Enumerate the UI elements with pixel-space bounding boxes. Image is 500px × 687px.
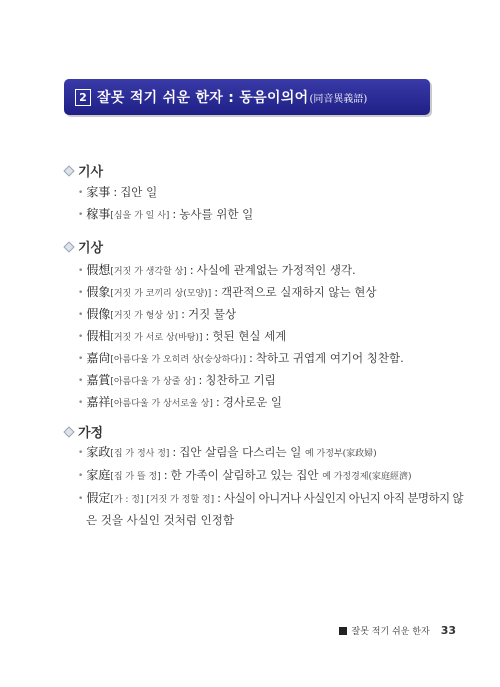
entry-gloss: [아름다울 가 상줄 상]	[110, 377, 196, 387]
group-title: 가정	[78, 425, 104, 441]
entry-meaning: 거짓 물상	[187, 307, 237, 321]
dot-bullet-icon: •	[78, 210, 84, 220]
entry-hanja: 嘉賞	[86, 373, 111, 387]
dot-bullet-icon: •	[78, 494, 84, 504]
section-title-hanja: (同音異義語)	[309, 93, 368, 105]
word-entry: • 假像[거짓 가 형상 상] : 거짓 물상	[78, 307, 237, 321]
entry-hanja: 假相	[86, 329, 111, 343]
entry-gloss: [심을 가 일 사]	[110, 211, 170, 221]
section-title: 잘못 적기 쉬운 한자 : 동음이의어	[97, 90, 309, 106]
entry-hanja: 嘉尙	[86, 351, 111, 365]
entry-meaning: 헛된 현실 세계	[212, 329, 287, 343]
word-entry: • 稼事[심을 가 일 사] : 농사를 위한 일	[78, 207, 254, 221]
entry-meaning: 집안 일	[120, 185, 158, 199]
square-marker-icon	[339, 627, 347, 635]
entry-hanja: 假象	[86, 285, 111, 299]
dot-bullet-icon: •	[78, 398, 84, 408]
entry-meaning: 객관적으로 실재하지 않는 현상	[221, 285, 377, 299]
group-gisa	[63, 160, 103, 180]
group-heading	[63, 236, 103, 256]
entry-gloss: [집 가 뜰 정]	[110, 472, 161, 482]
group-title: 기상	[78, 240, 104, 256]
entry-hanja: 家事	[86, 185, 111, 199]
page-number: 33	[440, 624, 456, 637]
dot-bullet-icon: •	[78, 266, 84, 276]
entry-meaning: 칭찬하고 기림	[205, 373, 276, 387]
entry-gloss: [거짓 가 형상 상]	[110, 311, 179, 321]
diamond-bullet-icon	[63, 241, 73, 251]
group-gajeong	[63, 421, 103, 441]
entry-hanja: 家庭	[86, 468, 111, 482]
word-entry: • 嘉祥[아름다울 가 상서로울 상] : 경사로운 일	[78, 395, 282, 409]
word-entry: • 假相[거짓 가 서로 상(바탕)] : 헛된 현실 세계	[78, 329, 287, 343]
entry-meaning: 사실에 관계없는 가정적인 생각.	[196, 263, 356, 277]
footer-chapter-title: 잘못 적기 쉬운 한자	[351, 627, 430, 637]
diamond-bullet-icon	[63, 165, 73, 175]
dot-bullet-icon: •	[78, 448, 84, 458]
word-entry: • 假象[거짓 가 코끼리 상(모양)] : 객관적으로 실재하지 않는 현상	[78, 285, 377, 299]
entry-hanja: 假定	[86, 491, 111, 505]
entry-gloss: [거짓 가 코끼리 상(모양)]	[110, 289, 212, 299]
entry-gloss: [거짓 가 서로 상(바탕)]	[110, 333, 203, 343]
entry-hanja: 假想	[86, 263, 111, 277]
word-entry: • 家事 : 집안 일	[78, 185, 158, 199]
word-entry: • 假定[가 : 정] [거짓 가 정할 정] : 사실이 아니거나 사실인지 아닌지 아직 분명하지 않	[78, 491, 464, 505]
word-entry: • 假想[거짓 가 생각할 상] : 사실에 관계없는 가정적인 생각.	[78, 263, 356, 277]
entry-hanja: 嘉祥	[86, 395, 111, 409]
word-entry: • 家政[집 가 정사 정] : 집안 살림을 다스리는 일 예 가정부(家政婦)	[78, 445, 377, 459]
word-entry: • 家庭[집 가 뜰 정] : 한 가족이 살림하고 있는 집안 예 가정경제(家庭經濟)	[78, 468, 412, 482]
dot-bullet-icon: •	[78, 310, 84, 320]
entry-meaning: 경사로운 일	[222, 395, 282, 409]
dot-bullet-icon: •	[78, 332, 84, 342]
entry-hanja: 家政	[86, 445, 111, 459]
entry-gloss: [가 : 정] [거짓 가 정할 정]	[110, 495, 215, 505]
group-gisang	[63, 236, 103, 256]
entry-meaning: 한 가족이 살림하고 있는 집안	[170, 468, 319, 482]
entry-meaning: 사실이 아니거나 사실인지 아닌지 아직 분명하지 않	[224, 491, 464, 505]
entry-example: 예 가정경제(家庭經濟)	[322, 472, 412, 482]
word-entry: • 嘉尙[아름다울 가 오히려 상(숭상하다)] : 착하고 귀엽게 여기어 칭찬함.	[78, 351, 404, 365]
diamond-bullet-icon	[63, 426, 73, 436]
entry-meaning-continued: 은 것을 사실인 것처럼 인정함	[86, 513, 234, 527]
section-banner	[64, 79, 430, 115]
dot-bullet-icon: •	[78, 288, 84, 298]
group-title: 기사	[78, 164, 104, 180]
dot-bullet-icon: •	[78, 376, 84, 386]
entry-hanja: 假像	[86, 307, 111, 321]
word-entry: • 嘉賞[아름다울 가 상줄 상] : 칭찬하고 기림	[78, 373, 276, 387]
entry-gloss: [아름다울 가 오히려 상(숭상하다)]	[110, 355, 246, 365]
entry-gloss: [거짓 가 생각할 상]	[110, 267, 187, 277]
group-heading	[63, 160, 103, 180]
entry-meaning: 농사를 위한 일	[179, 207, 254, 221]
dot-bullet-icon: •	[78, 471, 84, 481]
page-footer	[339, 624, 456, 637]
entry-gloss: [집 가 정사 정]	[110, 449, 170, 459]
section-number: 2	[75, 89, 91, 106]
entry-meaning: 착하고 귀엽게 여기어 칭찬함.	[255, 351, 404, 365]
dot-bullet-icon: •	[78, 354, 84, 364]
group-heading	[63, 421, 103, 441]
entry-hanja: 稼事	[86, 207, 111, 221]
entry-example: 예 가정부(家政婦)	[305, 449, 377, 459]
entry-meaning: 집안 살림을 다스리는 일	[179, 445, 302, 459]
dot-bullet-icon: •	[78, 188, 84, 198]
entry-gloss: [아름다울 가 상서로울 상]	[110, 399, 213, 409]
